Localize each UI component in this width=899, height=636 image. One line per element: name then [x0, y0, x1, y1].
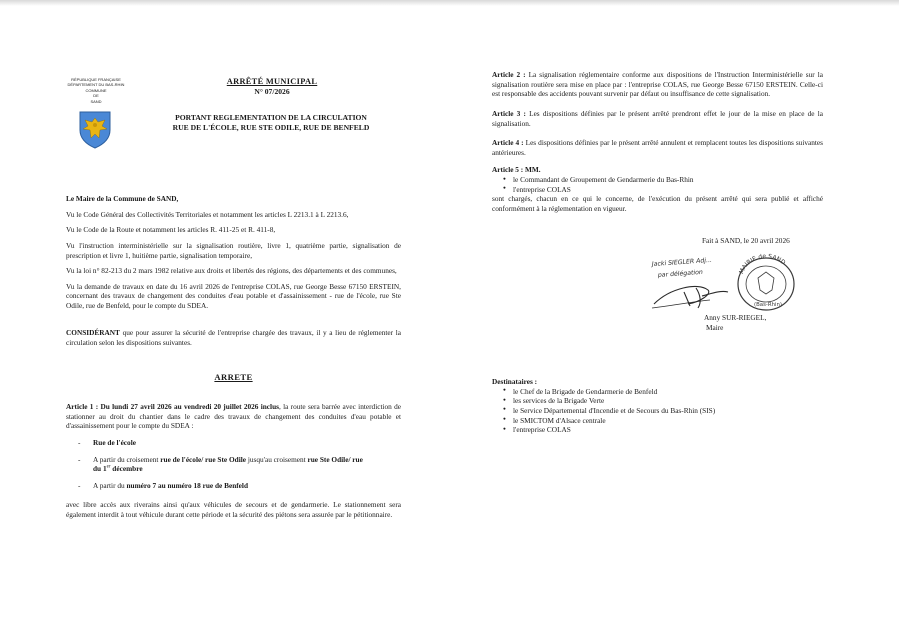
arrete-number: N° 07/2026 [254, 87, 290, 97]
considerant-paragraph: CONSIDÉRANT que pour assurer la sécurité de l'entreprise chargée des travaux, il y a lieu de réglementer la circulation selon les dispositions suivantes. [66, 328, 401, 347]
vu-item: Vu l'instruction interministérielle sur la signalisation routière, livre 1, quatrième partie, signalisation de prescription et livre 1, huitième partie, signalisation temporaire, [66, 240, 401, 260]
maire-line: Le Maire de la Commune de SAND, [66, 194, 179, 203]
article-1-dates: Du lundi 27 avril 2026 au vendredi 20 juillet 2026 inclus [100, 402, 279, 411]
arrete-title [154, 76, 390, 97]
arrete-heading: ARRETE [214, 372, 253, 382]
article-5-text: sont chargés, chacun en ce qui le concerne, de l'exécution du présent arrêté qui sera publié et affiché conformément à la réglementation en vigueur. [492, 194, 823, 213]
list-item: ● l'entreprise COLAS [492, 185, 823, 195]
article-4: Article 4 : Les dispositions définies par le présent arrêté annulent et remplacent toutes les dispositions suivantes antérieures. [492, 138, 823, 157]
vu-item: Vu le Code Général des Collectivités Territoriales et notamment les articles L 2213.1 à L 2213.6, [66, 209, 349, 219]
signer-name: Anny SUR-RIEGEL, [704, 313, 767, 322]
svg-text:par délégation: par délégation [657, 268, 704, 279]
list-item: ● le Commandant de Groupement de Gendarmerie du Bas-Rhin [492, 175, 823, 185]
list-item: ● le Service Départemental d'Incendie et de Secours du Bas-Rhin (SIS) [492, 406, 823, 416]
considerant-label: CONSIDÉRANT [66, 328, 120, 337]
vu-item: Vu la loi n° 82-213 du 2 mars 1982 relative aux droits et libertés des régions, des départements et des communes, [66, 266, 397, 276]
republic-heading: RÉPUBLIQUE FRANÇAISE DÉPARTEMENT DU BAS-RHIN COMMUNE DE SAND [67, 77, 125, 104]
street-item: - Rue de l'école [66, 438, 401, 448]
svg-text:Jacki SIEGLER Adj...: Jacki SIEGLER Adj... [651, 256, 713, 268]
vu-item: Vu la demande de travaux en date du 16 avril 2026 de l'entreprise COLAS, rue George Besse 67150 ERSTEIN, concernant des travaux de changement des conduites d'eau potable et d'assainissement - rue de l'école, rue Ste Odile, rue de Benfeld, pour le compte du SDEA. [66, 281, 401, 310]
article-1 [66, 402, 401, 520]
segment-item: - A partir du croisement rue de l'école/ rue Ste Odile jusqu'au croisement rue Ste Odile/ rue du 1er décembre [66, 455, 401, 474]
left-page [66, 70, 402, 519]
svg-text:MAIRIE de SAND: MAIRIE de SAND [738, 252, 787, 276]
sand-coat-of-arms-icon [78, 110, 112, 149]
preamble [66, 194, 401, 311]
segment-item: - A partir du numéro 7 au numéro 18 rue de Benfeld [66, 481, 401, 491]
document-header [66, 70, 401, 180]
arrete-subject: PORTANT REGLEMENTATION DE LA CIRCULATION RUE DE L'ÉCOLE, RUE STE ODILE, RUE DE BENFELD [172, 113, 370, 132]
list-item: ● les services de la Brigade Verte [492, 396, 823, 406]
list-item: ● le Chef de la Brigade de Gendarmerie de Benfeld [492, 387, 823, 397]
destinataires [492, 377, 823, 435]
article-5: Article 5 : MM. ● le Commandant de Groupement de Gendarmerie du Bas-Rhin ● l'entreprise COLAS sont chargés, chacun en ce qui le concerne, de l'exécution du présent arrêté qui sera publié et affiché conformément à la réglementation en vigueur. [492, 165, 823, 213]
article-2: Article 2 : La signalisation réglementaire conforme aux dispositions de l'Instruction Interministérielle sur la signalisation routière sera mise en place par : l'entreprise COLAS, rue George Besse 67150 ERSTEIN. Celle-ci est responsable des accidents pouvant survenir par défaut ou insuffisance de cette signalisation. [492, 70, 823, 99]
scan-top-edge [0, 0, 899, 6]
article-1-label: Article 1 : [66, 402, 99, 411]
mairie-stamp-icon [718, 250, 798, 318]
list-item: ● l'entreprise COLAS [492, 425, 823, 435]
article-1-intro: Article 1 : Du lundi 27 avril 2026 au vendredi 20 juillet 2026 inclus, la route sera barrée avec interdiction de stationner au droit du chantier dans le cadre des travaux de changement des conduites d'eau potable et d'assainissement pour le compte du SDEA : [66, 402, 402, 431]
place-date: Fait à SAND, le 20 avril 2026 [702, 236, 790, 245]
svg-text:(Bas-Rhin): (Bas-Rhin) [754, 302, 783, 308]
document-title: ARRÊTÉ MUNICIPAL [226, 77, 318, 86]
right-page [492, 70, 823, 435]
signer-block [704, 313, 766, 333]
list-item: ● le SMICTOM d'Alsace centrale [492, 416, 823, 426]
destinataires-label: Destinataires : [492, 377, 538, 386]
signer-role: Maire [706, 322, 724, 332]
article-1-conditions: avec libre accès aux riverains ainsi qu'aux véhicules de secours et de gendarmerie. Le stationnement sera également interdit à tout véhicule durant cette période et la sécurité des piétons sera assurée par le pétitionnaire. [66, 500, 401, 519]
article-3: Article 3 : Les dispositions définies par le présent arrêté prendront effet le jour de la mise en place de la signalisation. [492, 108, 823, 128]
vu-item: Vu le Code de la Route et notamment les articles R. 411-25 et R. 411-8, [66, 225, 276, 235]
